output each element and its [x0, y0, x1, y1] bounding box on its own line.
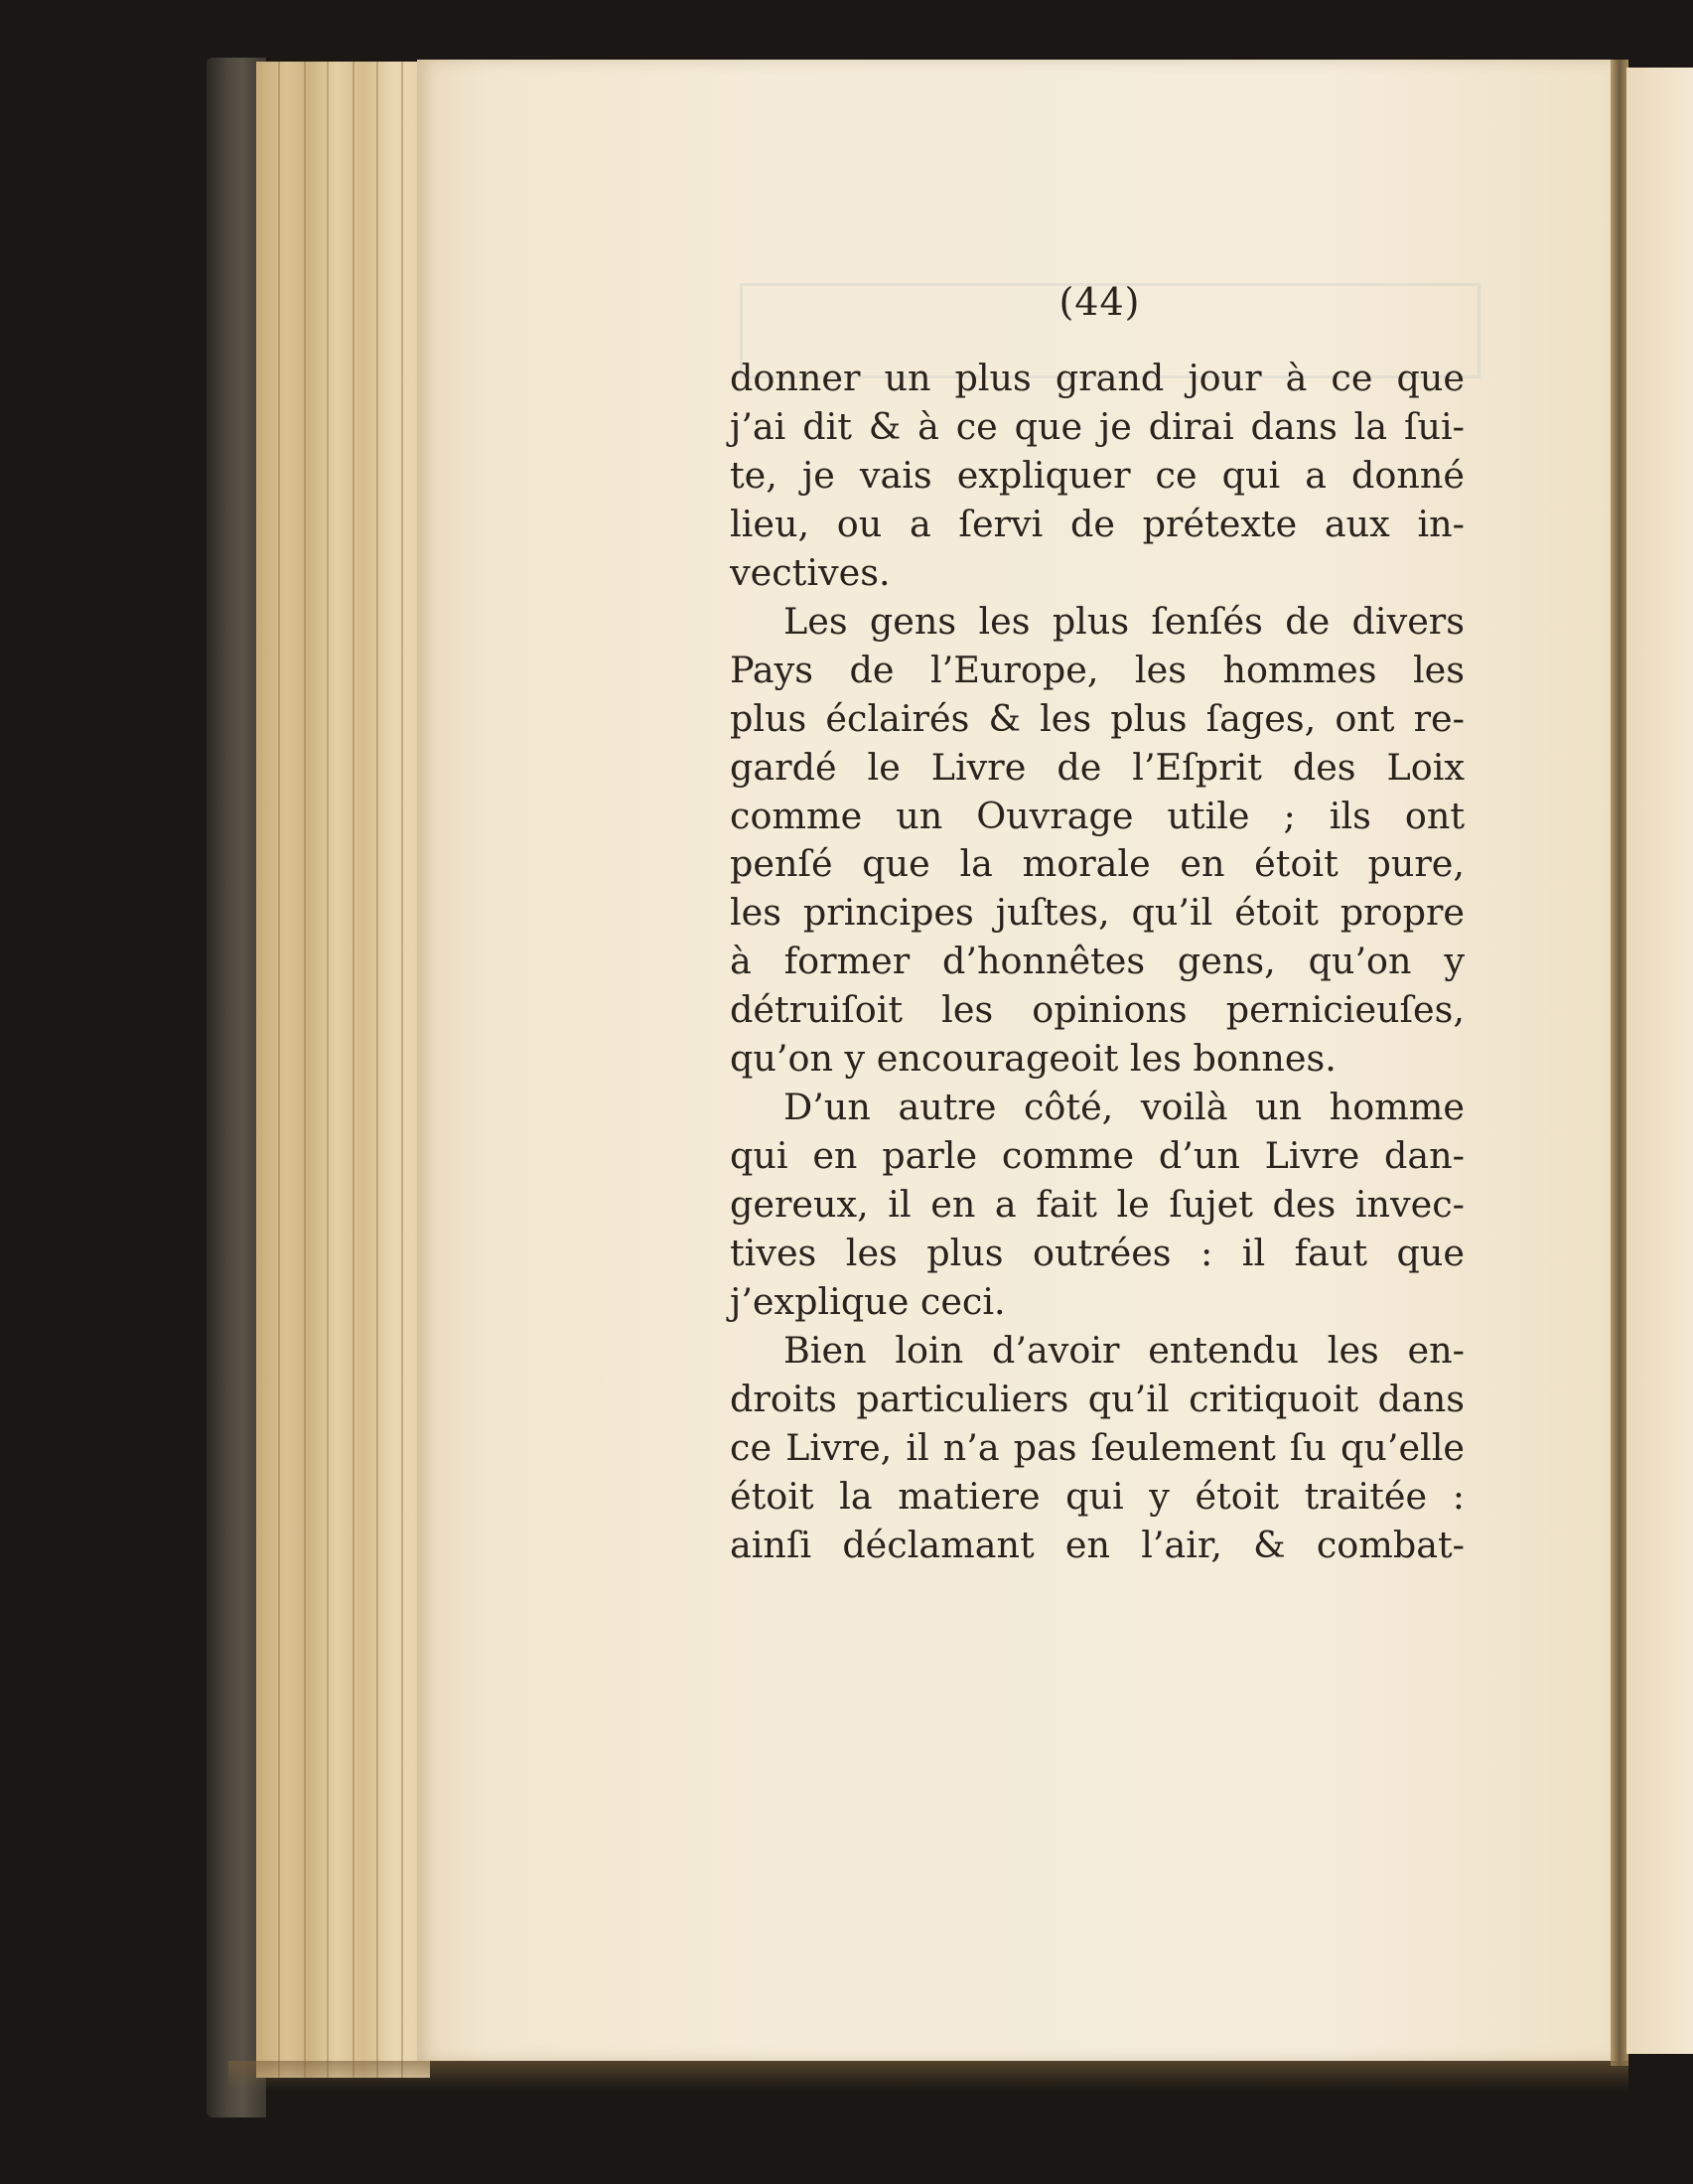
- text-line: ce Livre, il n’a pas ſeulement ſu qu’elle: [730, 1425, 1465, 1469]
- page-bottom-shadow: [228, 2061, 1628, 2091]
- text-line: Bien loin d’avoir entendu les en-: [783, 1329, 1465, 1372]
- text-line: j’ai dit & à ce que je dirai dans la ſui-: [730, 404, 1465, 448]
- page-number: (44): [1058, 280, 1141, 324]
- text-line: qu’on y encourageoit les bonnes.: [730, 1037, 1337, 1081]
- text-line: gereux, il en a fait le ſujet des invec-: [730, 1182, 1465, 1226]
- paragraph-2: [730, 598, 1465, 1084]
- text-line: plus éclairés & les plus ſages, ont re-: [730, 696, 1465, 740]
- paragraph-1: [730, 355, 1465, 597]
- text-line: comme un Ouvrage utile ; ils ont: [730, 794, 1465, 837]
- paragraph-3: [730, 1084, 1465, 1326]
- text-line: penſé que la morale en étoit pure,: [730, 842, 1465, 886]
- text-line: j’explique ceci.: [730, 1279, 1006, 1323]
- text-line: Les gens les plus ſenſés de divers: [783, 600, 1465, 643]
- text-line: tives les plus outrées : il faut que: [730, 1231, 1465, 1274]
- text-line: Pays de l’Europe, les hommes les: [730, 648, 1465, 691]
- text-line: D’un autre côté, voilà un homme: [783, 1086, 1465, 1128]
- paragraph-4: [730, 1327, 1465, 1569]
- text-line: détruiſoit les opinions pernicieuſes,: [730, 988, 1465, 1032]
- text-line: étoit la matiere qui y étoit traitée :: [730, 1474, 1465, 1518]
- text-line: gardé le Livre de l’Eſprit des Loix: [730, 745, 1465, 789]
- facing-page-edge: [1626, 68, 1693, 2054]
- text-line: ainſi déclamant en l’air, & combat-: [730, 1523, 1465, 1566]
- text-line: te, je vais expliquer ce qui a donné: [730, 453, 1465, 497]
- text-line: donner un plus grand jour à ce que: [730, 357, 1465, 399]
- text-line: vectives.: [730, 550, 891, 594]
- text-line: droits particuliers qu’il critiquoit dans: [730, 1377, 1465, 1420]
- text-line: à former d’honnêtes gens, qu’on y: [730, 940, 1465, 983]
- text-line: les principes juſtes, qu’il étoit propre: [730, 891, 1465, 935]
- text-line: qui en parle comme d’un Livre dan-: [730, 1133, 1465, 1177]
- page-edges: [256, 62, 430, 2078]
- text-line: lieu, ou a ſervi de prétexte aux in-: [730, 502, 1465, 545]
